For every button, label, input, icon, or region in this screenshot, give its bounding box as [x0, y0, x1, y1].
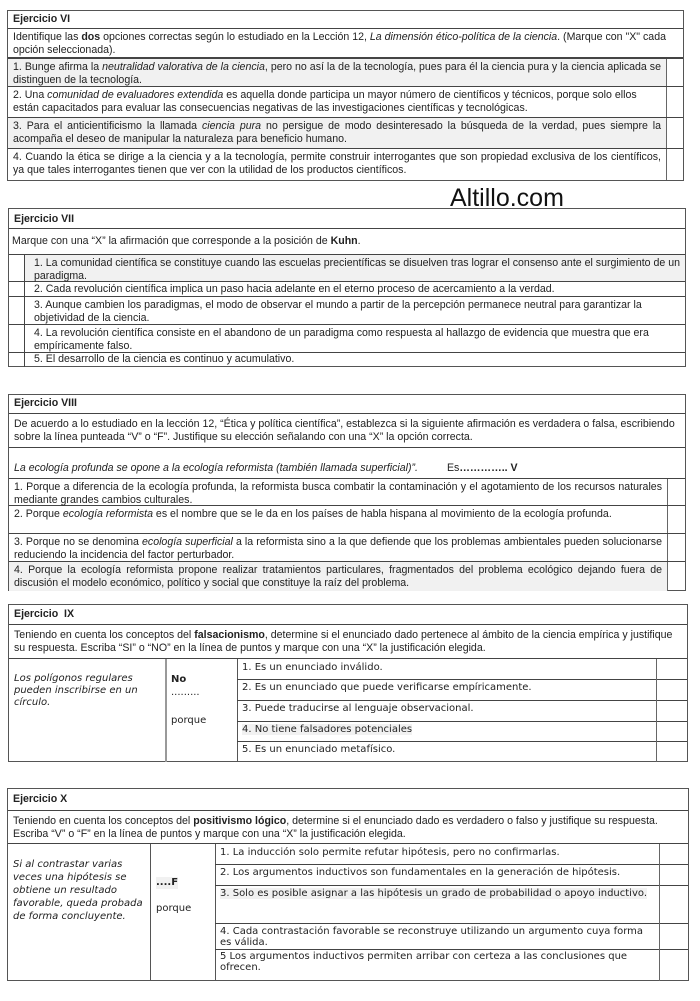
intro-text: Teniendo en cuenta los conceptos del — [13, 815, 194, 827]
option-text-part: 2. Una — [13, 89, 48, 101]
options-list — [215, 844, 688, 981]
answer-checkbox[interactable] — [656, 700, 687, 721]
option-text: 3. Puede traducirse al lenguaje observacional. — [242, 703, 474, 714]
exercise-8-title — [9, 395, 685, 414]
exercise-9-table — [9, 659, 687, 762]
option-text-part: 4. No tiene falsadores potenciales — [242, 724, 413, 735]
exercise-7 — [8, 208, 686, 367]
intro-text: . — [357, 235, 361, 247]
option-row — [9, 506, 685, 534]
exercise-title: Ejercicio X — [13, 793, 68, 805]
option-text-part: 3. Solo es posible asignar a las hipótesis un grado de probabilidad o apoyo inductivo. — [220, 888, 647, 899]
statement-text: Si al contrastar varias veces una hipótesis se obtiene un resultado favorable, queda probada de forma concluyente. — [13, 859, 143, 922]
option-text-part: es aquella donde participa un mayor número de científicos y técnicos, porque solo ellos están capacitados para evaluar las consecuencias negativas de las investigaciones científicas y tecnológicas. — [13, 89, 637, 114]
statement-text: Los polígonos regulares pueden inscribirse en un círculo. — [14, 673, 138, 709]
option-text-part: 2. Porque — [14, 508, 63, 520]
statement-cell — [9, 659, 165, 762]
option-row — [8, 149, 683, 180]
porque-label: porque — [171, 715, 207, 726]
intro-text: , determine si el enunciado dado es verdadero o falso y justifique su respuesta. Escriba “V” o “F” en la línea de puntos y marque con una “X” la justificación elegida. — [13, 815, 658, 840]
option-text: 4. Cada contrastación favorable se reconstruye utilizando un argumento cuya forma es válida. — [220, 926, 644, 948]
answer-checkbox[interactable] — [9, 353, 25, 367]
statement-text: La ecología profunda se opone a la ecología reformista (también llamada superficial)”. — [14, 462, 418, 474]
exercise-10-title — [8, 789, 688, 811]
exercise-7-title — [9, 209, 685, 229]
intro-text: , determine si el enunciado dado pertenece al ámbito de la ciencia empírica y justifique su respuesta. Escriba “SI” o “NO” en la línea de puntos y marque con una “X” la justificación elegida. — [14, 629, 673, 654]
answer-checkbox[interactable] — [659, 844, 688, 864]
es-label: Es — [446, 462, 460, 474]
option-text — [8, 87, 666, 117]
answer-checkbox[interactable] — [656, 741, 687, 762]
option-text — [25, 353, 685, 367]
option-text — [8, 149, 666, 180]
option-row — [9, 325, 685, 353]
exercise-9-title — [9, 605, 687, 625]
option-text — [9, 479, 667, 505]
option-row — [215, 949, 688, 981]
option-text-part: 5. El desarrollo de la ciencia es continuo y acumulativo. — [34, 353, 295, 365]
option-text — [237, 721, 656, 741]
answer-checkbox[interactable] — [666, 149, 683, 180]
answer-checkbox[interactable] — [659, 885, 688, 923]
answer-checkbox[interactable] — [667, 562, 685, 591]
option-row — [237, 659, 687, 680]
option-text: 1. Es un enunciado inválido. — [242, 662, 383, 673]
option-row — [215, 844, 688, 865]
answer-checkbox[interactable] — [9, 255, 25, 281]
answer-checkbox[interactable] — [667, 534, 685, 561]
answer-checkbox[interactable] — [9, 325, 25, 352]
intro-bold: dos — [81, 31, 101, 43]
option-text-italic: neutralidad valorativa de la ciencia — [102, 61, 265, 73]
option-text-part: no persigue de modo desinteresado la búsqueda de la verdad, pues siempre la acompaña el deseo de manipular la naturaleza para beneficio humano. — [13, 120, 662, 145]
intro-text: opciones correctas según lo estudiado en la Lección 12, — [100, 31, 370, 43]
exercise-7-instructions — [9, 229, 685, 255]
option-text-part: 1. Bunge afirma la — [13, 61, 103, 73]
option-text — [9, 534, 667, 561]
option-row — [215, 923, 688, 950]
exercise-6-instructions — [8, 29, 683, 58]
option-text: 2. Es un enunciado que puede verificarse empíricamente. — [242, 682, 532, 693]
option-row — [215, 885, 688, 924]
answer-dots: ………….. — [459, 462, 508, 474]
answer-cell — [150, 844, 215, 981]
exercise-6 — [7, 10, 684, 181]
intro-text: . (Marque con "X" cada opción seleccionada). — [13, 31, 666, 56]
answer-cell — [167, 659, 237, 762]
exercise-6-title — [8, 11, 683, 29]
option-row — [9, 353, 685, 367]
option-text — [9, 506, 667, 533]
option-text — [25, 282, 685, 296]
option-text-part: 3. Para el anticientificismo la llamada — [13, 120, 202, 132]
exercise-9-instructions — [9, 625, 687, 659]
intro-bold: falsacionismo — [194, 629, 265, 641]
answer-checkbox[interactable] — [659, 923, 688, 949]
option-text-italic: ciencia pura — [201, 120, 262, 132]
option-text — [25, 255, 685, 281]
exercise-8-instructions — [9, 414, 685, 448]
option-text: 5. Es un enunciado metafísico. — [242, 744, 396, 755]
exercise-8-statement — [9, 448, 685, 479]
option-text-part: 1. La comunidad científica se constituye cuando las escuelas precientíficas se disuelven tras lograr el consenso ante el surgimiento de un paradigma. — [34, 257, 681, 282]
option-text: 2. Los argumentos inductivos son fundamentales en la generación de hipótesis. — [220, 867, 621, 878]
option-row — [9, 479, 685, 506]
option-text — [25, 325, 685, 352]
option-row — [215, 864, 688, 886]
option-text: 1. La inducción solo permite refutar hipótesis, pero no confirmarlas. — [220, 847, 560, 858]
answer-checkbox[interactable] — [666, 87, 683, 117]
answer-field[interactable]: V — [510, 462, 518, 474]
statement-cell — [8, 844, 150, 981]
option-text — [9, 562, 667, 591]
option-text-part: 3. Aunque cambien los paradigmas, el modo de observar el mundo a partir de la percepción permanece neutral para garantizar la objetividad de la ciencia. — [34, 299, 642, 324]
option-text-part: 2. Cada revolución científica implica un paso hacia adelante en el eterno proceso de acercamiento a la verdad. — [34, 283, 555, 295]
answer-checkbox[interactable] — [9, 282, 25, 296]
option-row — [8, 87, 683, 118]
option-row — [237, 721, 687, 742]
intro-text: De acuerdo a lo estudiado en la lección 12, “Ética y política científica”, establezca si la siguiente afirmación es verdadera o falsa, escribiendo sobre la línea punteada “V” o “F”. Justifique su elección señalando con una “X” la opción correcta. — [14, 418, 675, 443]
option-text-part: es el nombre que se le da en los países de habla hispana al movimiento de la ecología profunda. — [152, 508, 612, 520]
option-row — [9, 255, 685, 282]
exercise-title: Ejercicio VII — [14, 213, 75, 225]
intro-text: Teniendo en cuenta los conceptos del — [14, 629, 195, 641]
answer-field[interactable]: No — [171, 674, 187, 685]
watermark-logo: Altillo.com — [450, 184, 564, 212]
answer-checkbox[interactable] — [667, 479, 685, 505]
answer-checkbox[interactable] — [659, 864, 688, 885]
answer-checkbox[interactable] — [9, 297, 25, 324]
option-text-part: a la reformista sino a la que defiende que los problemas ambientales pueden solucionarse reduciendo la incidencia del factor perturbador. — [14, 536, 662, 561]
intro-bold: positivismo lógico — [193, 815, 287, 827]
exercise-10-instructions — [8, 811, 688, 844]
answer-checkbox[interactable] — [667, 506, 685, 533]
exercise-title: Ejercicio IX — [14, 608, 75, 620]
exercise-8 — [8, 394, 686, 591]
answer-checkbox[interactable] — [656, 659, 687, 679]
option-text: 5 Los argumentos inductivos permiten arribar con certeza a las conclusiones que ofrecen. — [220, 951, 628, 973]
option-row — [8, 58, 683, 87]
answer-checkbox[interactable] — [656, 679, 687, 700]
option-row — [8, 118, 683, 149]
options-list — [237, 659, 687, 762]
option-text-part: 1. Porque a diferencia de la ecología profunda, la reformista busca combatir la contaminación y el agotamiento de los recursos naturales mediante grandes cambios culturales. — [14, 481, 662, 506]
answer-dots: ......... — [171, 687, 200, 698]
option-text — [8, 59, 666, 86]
option-text-part: , pero no así la de la tecnología, pues para él la ciencia pura y la ciencia aplicada se distinguen de la tecnología. — [13, 61, 661, 86]
answer-checkbox[interactable] — [656, 721, 687, 741]
porque-label: porque — [156, 903, 192, 914]
exercise-10 — [7, 788, 689, 981]
option-row — [237, 700, 687, 722]
option-text-part: 4. La revolución científica consiste en el abandono de un paradigma como respuesta al hallazgo de evidencia que muestra que era empíricamente falso. — [34, 327, 649, 352]
option-text — [8, 118, 666, 148]
answer-checkbox[interactable] — [666, 118, 683, 148]
option-text-part: 4. Cuando la ética se dirige a la ciencia y a la tecnología, permite construir interrogantes que son propiedad exclusiva de los científicos, ya que tales interrogantes tienen que ver con la utilidad de los productos científicos. — [13, 151, 661, 176]
option-row — [9, 282, 685, 297]
exercise-9 — [8, 604, 688, 762]
option-text-part: 4. Porque la ecología reformista propone realizar tratamientos particulares, fragmentados del problema ecológico dejando fuera de discusión el modelo económico, político y social que constituye la raíz del problema. — [14, 564, 662, 589]
exercise-10-table — [8, 844, 688, 981]
intro-text: Marque con una “X” la afirmación que corresponde a la posición de — [12, 235, 331, 247]
exercise-title: Ejercicio VIII — [14, 397, 78, 409]
option-text-part: 3. Porque no se denomina — [14, 536, 142, 548]
option-row — [237, 741, 687, 762]
intro-text: Identifique las — [13, 31, 82, 43]
intro-italic: La dimensión ético-política de la ciencia — [369, 31, 558, 43]
option-row — [9, 297, 685, 325]
option-text-italic: comunidad de evaluadores extendida — [47, 89, 224, 101]
option-text-italic: ecología superficial — [142, 536, 233, 548]
option-row — [9, 562, 685, 591]
option-text — [25, 297, 685, 324]
option-text-italic: ecología reformista — [62, 508, 153, 520]
option-row — [237, 679, 687, 701]
answer-checkbox[interactable] — [666, 59, 683, 86]
option-row — [9, 534, 685, 562]
exercise-title: Ejercicio VI — [13, 13, 71, 25]
answer-field[interactable]: ....F — [156, 877, 179, 888]
option-text — [215, 885, 659, 923]
intro-bold: Kuhn — [330, 235, 358, 247]
answer-checkbox[interactable] — [659, 949, 688, 981]
